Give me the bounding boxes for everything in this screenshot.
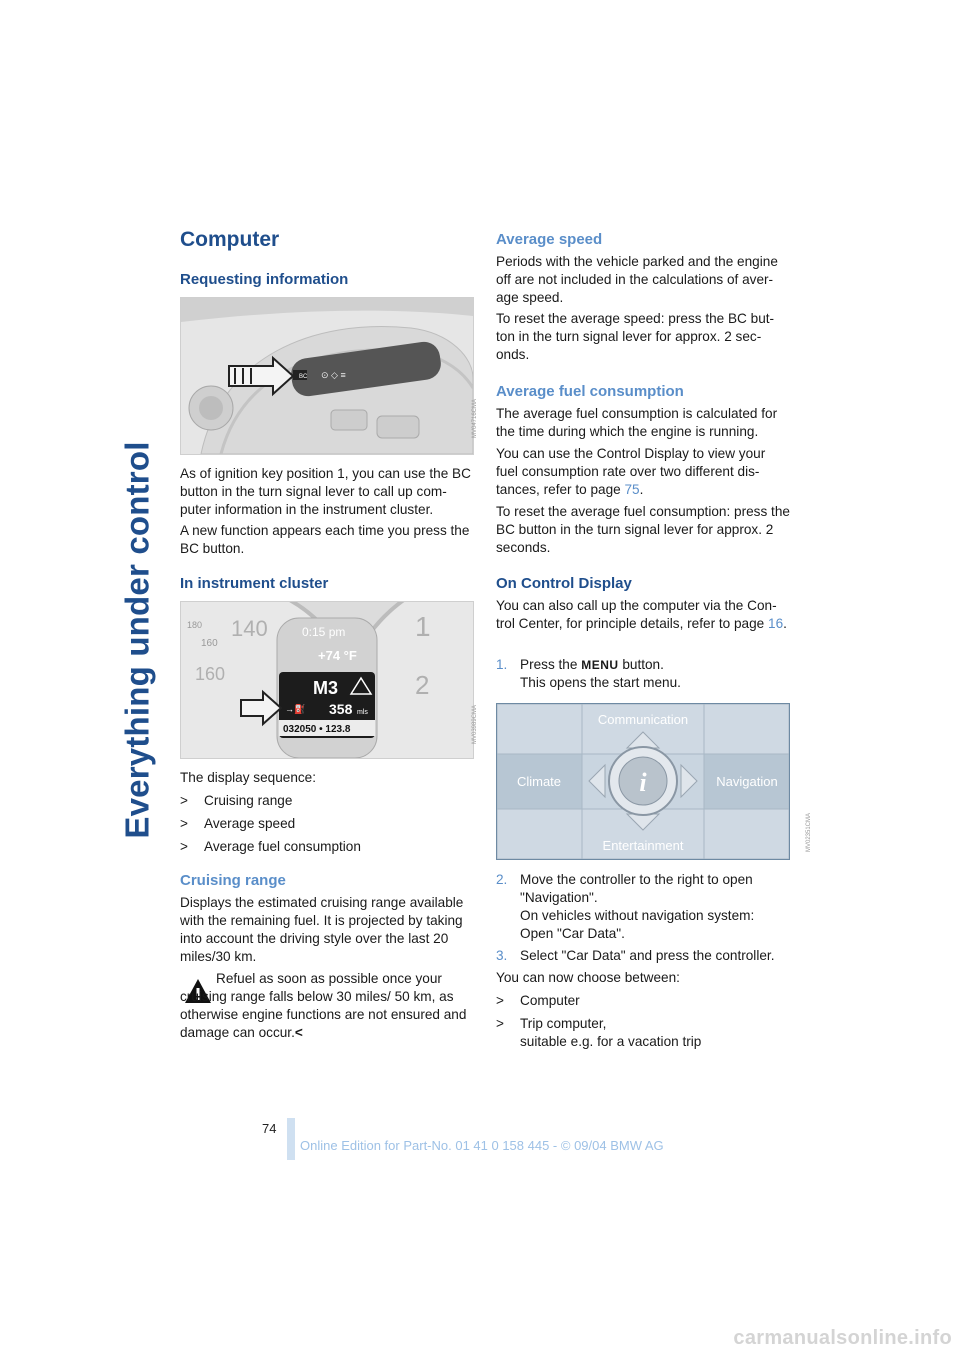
cluster-odometer-readout: 032050 • 123.8: [283, 724, 351, 735]
list-item: [496, 1015, 790, 1033]
figure-code-3: MV02351CMA: [806, 812, 812, 852]
average-speed-paragraph-1: Periods with the vehicle parked and the engine off are not included in the calculations of aver-age speed.: [496, 254, 778, 305]
list-item-text: Average speed: [204, 816, 296, 831]
list-item-text: Trip computer,: [520, 1016, 607, 1031]
requesting-paragraph-2: A new function appears each time you press the BC button.: [180, 523, 470, 556]
svg-text:→⛽: →⛽: [285, 704, 306, 714]
heading-instrument-cluster: In instrument cluster: [180, 575, 329, 592]
step-number: 2.: [496, 872, 508, 887]
heading-average-speed: Average speed: [496, 231, 603, 248]
text-run: Press the: [520, 657, 578, 672]
edition-footer: Online Edition for Part-No. 01 41 0 158 445 - © 09/04 BMW AG: [300, 1138, 664, 1153]
list-item: [180, 815, 474, 833]
figure-code-1: MV04716CMA: [472, 398, 478, 438]
page-link-75[interactable]: 75: [624, 482, 640, 497]
list-bullet: >: [180, 793, 188, 808]
page-number: 74: [262, 1121, 277, 1136]
end-mark: <: [294, 1025, 303, 1040]
average-fuel-paragraph-1: The average fuel consumption is calculated for the time during which the engine is running.: [496, 406, 778, 439]
list-item: [180, 838, 474, 856]
warning-text: Refuel as soon as possible once your cruising range falls below 30 miles/ 50 km, as otherwise engine functions are not ensured and damage can occur.: [180, 971, 467, 1040]
page-title: Computer: [180, 228, 280, 251]
cruising-warning-text: [180, 970, 474, 1042]
step-1: [496, 656, 790, 674]
menu-label-communication: Communication: [597, 712, 689, 727]
instrument-cluster-figure: [180, 601, 474, 759]
step-number: 3.: [496, 948, 508, 963]
list-item-text: Average fuel consumption: [204, 839, 361, 854]
option-2-sub: suitable e.g. for a vacation trip: [520, 1034, 702, 1049]
average-speed-paragraph-2: To reset the average speed: press the BC but-ton in the turn signal lever for approx. 2 sec-onds.: [496, 311, 775, 362]
list-bullet: >: [180, 839, 188, 854]
list-bullet: >: [496, 1016, 504, 1031]
step-3: [496, 947, 790, 965]
cluster-temp-readout: +74 °F: [318, 648, 357, 663]
display-sequence-intro: The display sequence:: [180, 770, 317, 785]
section-side-title: [112, 230, 164, 1050]
menu-label-entertainment: Entertainment: [602, 838, 684, 853]
choose-intro: You can now choose between:: [496, 970, 680, 985]
text-run: Select "Car Data" and press the controller.: [520, 948, 775, 963]
heading-average-fuel: Average fuel consumption: [496, 383, 684, 400]
text-run: .: [783, 616, 787, 631]
average-fuel-paragraph-3: To reset the average fuel consumption: press the BC button in the turn signal lever for approx. 2 seconds.: [496, 504, 790, 555]
svg-text:140: 140: [231, 616, 268, 641]
step-2-sub: On vehicles without navigation system: Open "Car Data".: [520, 908, 755, 941]
cluster-gear-readout: M3: [313, 678, 339, 698]
text-run: You can use the Control Display to view your fuel consumption rate over two different dis-tances, refer to page: [496, 446, 766, 497]
svg-text:160: 160: [201, 638, 218, 649]
section-title-text: Everything under control: [119, 441, 156, 839]
step-1-sub: This opens the start menu.: [520, 675, 681, 690]
cluster-time-readout: 0:15 pm: [302, 625, 346, 639]
svg-text:180: 180: [187, 620, 203, 630]
text-run: .: [639, 482, 644, 497]
text-run: button.: [622, 657, 664, 672]
svg-text:2: 2: [415, 670, 430, 700]
turn-signal-lever-figure: [180, 297, 474, 455]
heading-control-display: On Control Display: [496, 575, 632, 592]
cruising-range-paragraph: Displays the estimated cruising range available with the remaining fuel. It is projected by taking into account the driving style over the last 20 miles/30 km.: [180, 895, 464, 964]
start-menu-figure: [496, 703, 790, 860]
requesting-paragraph-1: As of ignition key position 1, you can use the BC button in the turn signal lever to call up com-puter information in the instrument cluster.: [180, 466, 471, 517]
svg-text:BC: BC: [299, 374, 308, 380]
step-2-text: Move the controller to the right to open "Navigation".: [520, 872, 753, 905]
step-number: 1.: [496, 657, 508, 672]
average-fuel-paragraph-2: [496, 445, 790, 499]
list-item: [180, 792, 474, 810]
page-link-16[interactable]: 16: [768, 616, 784, 631]
svg-text:1: 1: [415, 611, 431, 642]
menu-button-label: MENU: [581, 658, 619, 672]
text-run: You can also call up the computer via the Con-trol Center, for principle details, refer to page: [496, 598, 777, 631]
list-item: [496, 992, 790, 1010]
list-bullet: >: [180, 816, 188, 831]
list-bullet: >: [496, 993, 504, 1008]
heading-cruising-range: Cruising range: [180, 872, 286, 889]
menu-label-navigation: Navigation: [716, 774, 778, 789]
list-item-text: Cruising range: [204, 793, 293, 808]
menu-label-climate: Climate: [516, 774, 562, 789]
svg-text:160: 160: [195, 664, 226, 684]
list-item-text: Computer: [520, 993, 580, 1008]
figure-code-2: MV03989CMA: [472, 704, 478, 744]
watermark: carmanualsonline.info: [733, 1327, 952, 1349]
cluster-range-unit: mls: [357, 709, 368, 716]
heading-requesting-information: Requesting information: [180, 271, 349, 288]
menu-info-icon: i: [639, 768, 647, 797]
footer-accent-bar: [287, 1118, 295, 1160]
control-display-paragraph: [496, 597, 790, 633]
cluster-range-readout: 358: [329, 701, 353, 717]
svg-text:⊙ ◇ ≡: ⊙ ◇ ≡: [321, 370, 346, 380]
